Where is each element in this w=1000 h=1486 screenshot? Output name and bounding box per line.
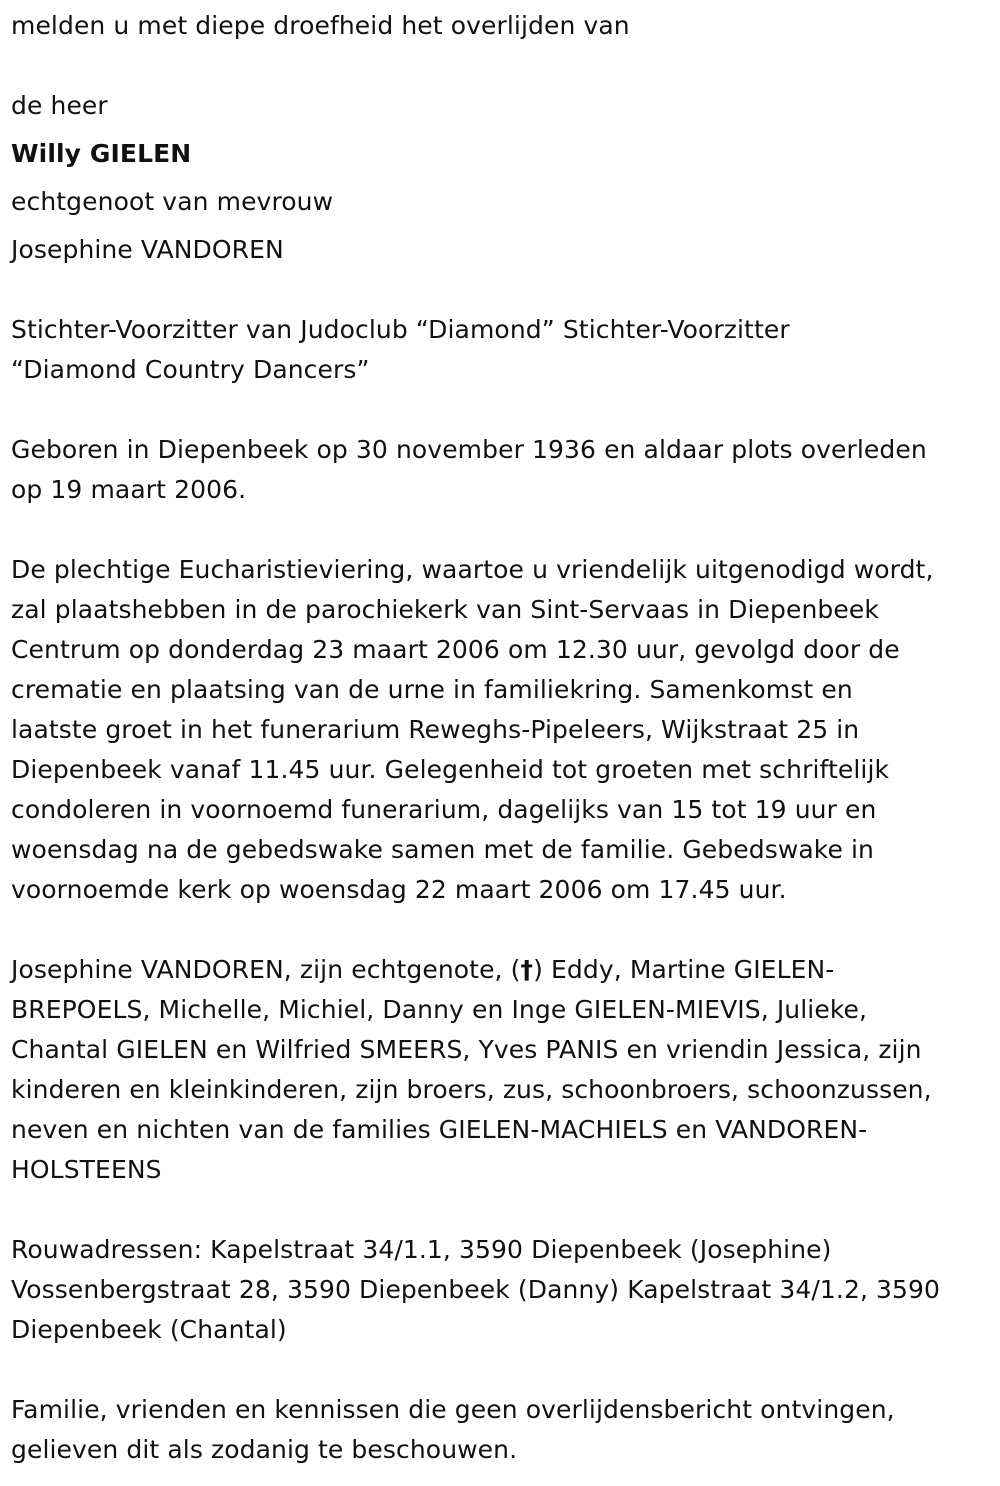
- addresses-paragraph: [11, 1230, 991, 1350]
- birth-death-paragraph: [11, 430, 991, 510]
- ceremony-line: crematie en plaatsing van de urne in familiekring. Samenkomst en: [11, 675, 853, 704]
- family-line: BREPOELS, Michelle, Michiel, Danny en Inge GIELEN-MIEVIS, Julieke,: [11, 995, 868, 1024]
- ceremony-paragraph: [11, 550, 991, 910]
- address-line: Rouwadressen: Kapelstraat 34/1.1, 3590 Diepenbeek (Josephine): [11, 1235, 832, 1264]
- ceremony-line: Centrum op donderdag 23 maart 2006 om 12.30 uur, gevolgd door de: [11, 635, 900, 664]
- address-line: Diepenbeek (Chantal): [11, 1315, 287, 1344]
- family-text: ) Eddy, Martine GIELEN-: [533, 955, 835, 984]
- ceremony-line: woensdag na de gebedswake samen met de familie. Gebedswake in: [11, 835, 874, 864]
- deceased-name: Willy GIELEN: [11, 139, 192, 168]
- family-paragraph: [11, 950, 991, 1190]
- spouse-label: echtgenoot van mevrouw: [11, 187, 334, 216]
- family-line: kinderen en kleinkinderen, zijn broers, zus, schoonbroers, schoonzussen,: [11, 1075, 932, 1104]
- cross-icon: †: [520, 955, 534, 984]
- family-line: HOLSTEENS: [11, 1155, 162, 1184]
- roles-line: “Diamond Country Dancers”: [11, 355, 370, 384]
- ceremony-line: laatste groet in het funerarium Reweghs-Pipeleers, Wijkstraat 25 in: [11, 715, 860, 744]
- family-line: neven en nichten van de families GIELEN-MACHIELS en VANDOREN-: [11, 1115, 868, 1144]
- family-line: [11, 950, 991, 990]
- closing-paragraph: [11, 1390, 991, 1470]
- ceremony-line: De plechtige Eucharistieviering, waartoe u vriendelijk uitgenodigd wordt,: [11, 555, 934, 584]
- birth-death-line: Geboren in Diepenbeek op 30 november 1936 en aldaar plots overleden: [11, 435, 927, 464]
- ceremony-line: condoleren in voornoemd funerarium, dagelijks van 15 tot 19 uur en: [11, 795, 877, 824]
- title-prefix: de heer: [11, 91, 108, 120]
- roles-paragraph: [11, 310, 991, 390]
- spouse-name: Josephine VANDOREN: [11, 235, 284, 264]
- ceremony-line: voornoemde kerk op woensdag 22 maart 2006 om 17.45 uur.: [11, 875, 787, 904]
- address-line: Vossenbergstraat 28, 3590 Diepenbeek (Danny) Kapelstraat 34/1.2, 3590: [11, 1275, 941, 1304]
- family-text: Josephine VANDOREN, zijn echtgenote, (: [11, 955, 521, 984]
- ceremony-line: Diepenbeek vanaf 11.45 uur. Gelegenheid tot groeten met schriftelijk: [11, 755, 890, 784]
- closing-line: gelieven dit als zodanig te beschouwen.: [11, 1435, 518, 1464]
- roles-line: Stichter-Voorzitter van Judoclub “Diamond” Stichter-Voorzitter: [11, 315, 790, 344]
- closing-line: Familie, vrienden en kennissen die geen overlijdensbericht ontvingen,: [11, 1395, 895, 1424]
- intro-text: melden u met diepe droefheid het overlijden van: [11, 11, 630, 40]
- ceremony-line: zal plaatshebben in de parochiekerk van Sint-Servaas in Diepenbeek: [11, 595, 879, 624]
- birth-death-line: op 19 maart 2006.: [11, 475, 247, 504]
- family-line: Chantal GIELEN en Wilfried SMEERS, Yves PANIS en vriendin Jessica, zijn: [11, 1035, 922, 1064]
